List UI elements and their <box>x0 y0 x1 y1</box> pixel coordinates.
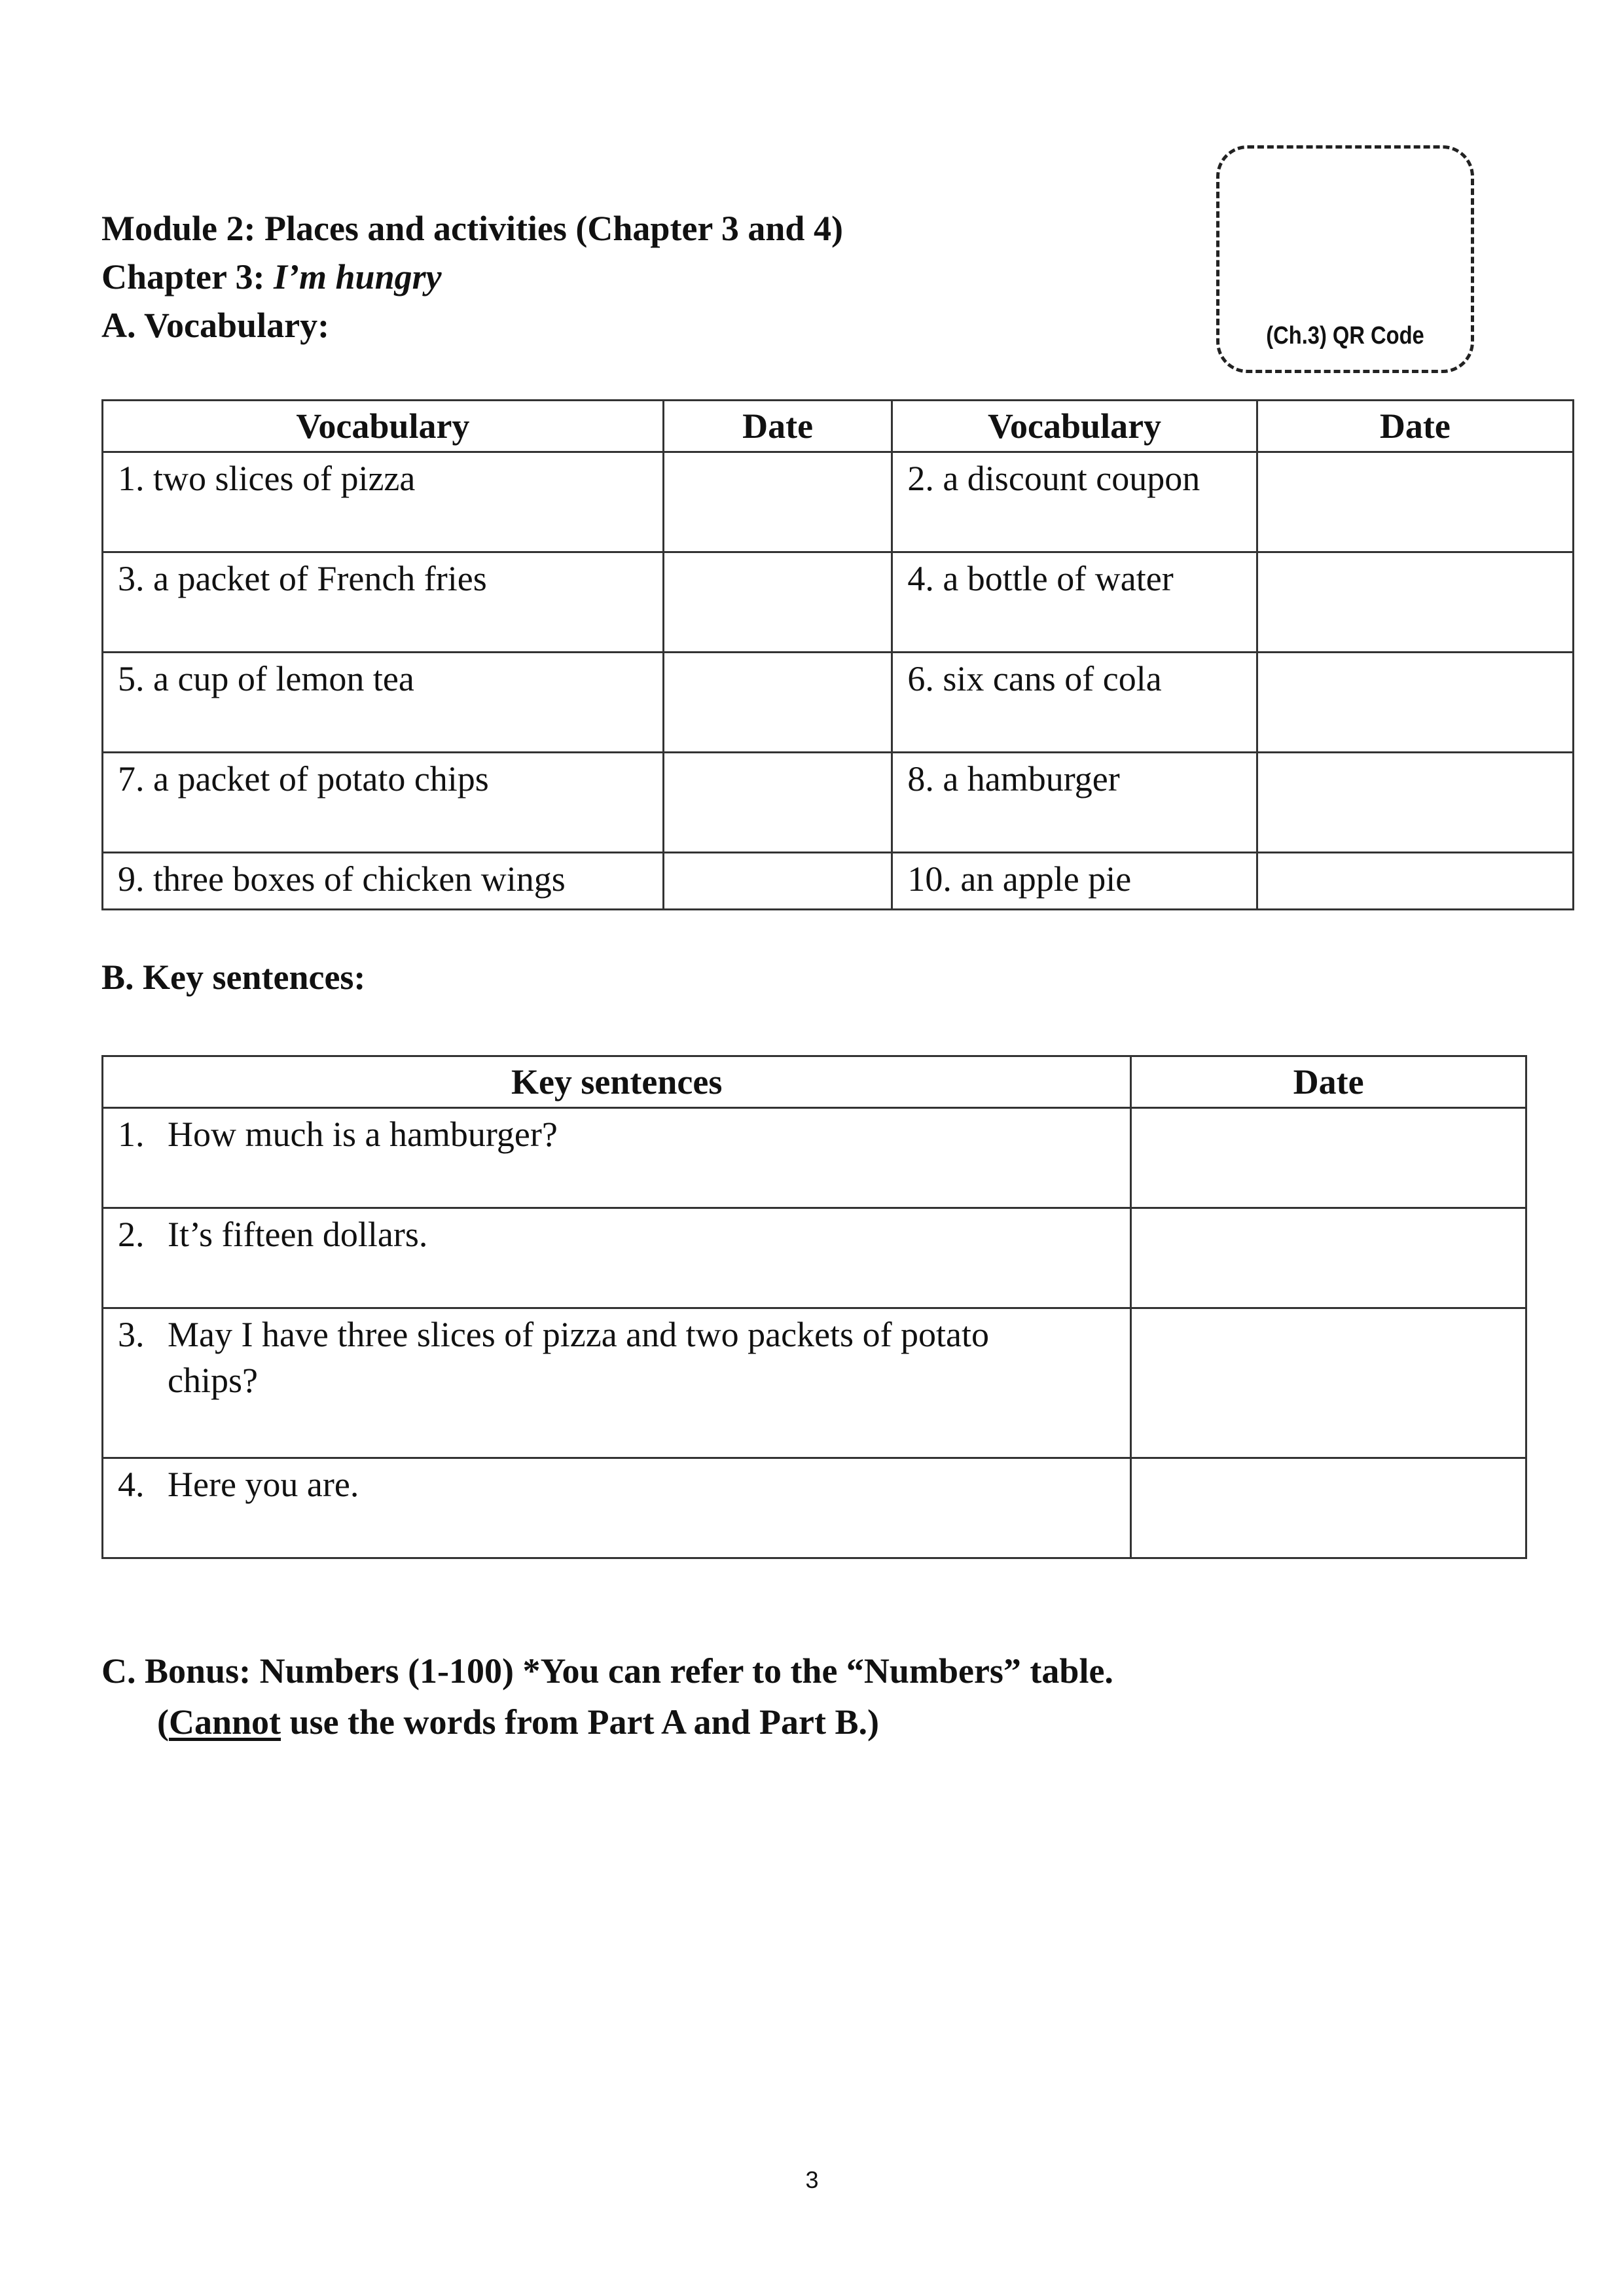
vocabulary-header-row <box>103 401 1574 452</box>
note-emphasis: Cannot <box>168 1702 281 1742</box>
vocabulary-table <box>101 399 1574 910</box>
date-cell[interactable] <box>1257 452 1573 552</box>
column-header-vocabulary: Vocabulary <box>103 401 664 452</box>
date-cell[interactable] <box>663 452 892 552</box>
vocabulary-cell: 6. six cans of cola <box>892 653 1257 753</box>
table-row <box>103 1108 1526 1208</box>
date-cell[interactable] <box>663 853 892 910</box>
table-row <box>103 1458 1526 1558</box>
date-cell[interactable] <box>1131 1308 1526 1458</box>
date-cell[interactable] <box>1131 1108 1526 1208</box>
key-sentences-table <box>101 1055 1527 1559</box>
sentence-number: 1. <box>118 1115 145 1154</box>
table-row <box>103 853 1574 910</box>
vocabulary-cell: 9. three boxes of chicken wings <box>103 853 664 910</box>
section-b-heading: B. Key sentences: <box>101 958 366 997</box>
page-number: 3 <box>805 2166 819 2193</box>
sentence-text: May I have three slices of pizza and two packets of potato chips? <box>168 1315 990 1400</box>
table-row <box>103 552 1574 653</box>
vocabulary-cell: 10. an apple pie <box>892 853 1257 910</box>
table-row <box>103 653 1574 753</box>
date-cell[interactable] <box>1257 653 1573 753</box>
section-c-heading: C. Bonus: Numbers (1-100) *You can refer to the “Numbers” table. <box>101 1651 1113 1691</box>
vocabulary-cell: 8. a hamburger <box>892 753 1257 853</box>
table-row <box>103 1208 1526 1308</box>
module-title: Module 2: Places and activities (Chapter 3 and 4) <box>101 209 843 248</box>
vocabulary-cell: 1. two slices of pizza <box>103 452 664 552</box>
sentence-text: Here you are. <box>168 1465 359 1504</box>
vocabulary-cell: 5. a cup of lemon tea <box>103 653 664 753</box>
table-row <box>103 1308 1526 1458</box>
qr-code-label: (Ch.3) QR Code <box>1266 322 1424 350</box>
key-sentence-cell <box>103 1208 1131 1308</box>
chapter-prefix: Chapter 3: <box>101 257 274 296</box>
chapter-title <box>101 253 442 301</box>
sentence-number: 2. <box>118 1215 145 1254</box>
section-c-note <box>157 1698 879 1746</box>
vocabulary-cell: 7. a packet of potato chips <box>103 753 664 853</box>
key-sentence-cell <box>103 1108 1131 1208</box>
qr-code-box <box>1216 145 1474 373</box>
date-cell[interactable] <box>663 753 892 853</box>
sentence-number: 4. <box>118 1465 145 1504</box>
key-sentence-cell <box>103 1308 1131 1458</box>
date-cell[interactable] <box>1257 853 1573 910</box>
section-a-heading: A. Vocabulary: <box>101 306 330 345</box>
sentence-text: It’s fifteen dollars. <box>168 1215 428 1254</box>
table-row <box>103 753 1574 853</box>
date-cell[interactable] <box>1257 753 1573 853</box>
date-cell[interactable] <box>663 653 892 753</box>
date-cell[interactable] <box>663 552 892 653</box>
vocabulary-cell: 4. a bottle of water <box>892 552 1257 653</box>
column-header-vocabulary: Vocabulary <box>892 401 1257 452</box>
table-row <box>103 452 1574 552</box>
sentence-number: 3. <box>118 1315 145 1354</box>
date-cell[interactable] <box>1131 1458 1526 1558</box>
note-open-paren: ( <box>157 1702 169 1742</box>
key-sentences-header-row <box>103 1056 1526 1108</box>
note-rest: use the words from Part A and Part B.) <box>281 1702 879 1742</box>
column-header-date: Date <box>663 401 892 452</box>
key-sentence-cell <box>103 1458 1131 1558</box>
column-header-date: Date <box>1257 401 1573 452</box>
date-cell[interactable] <box>1257 552 1573 653</box>
column-header-key-sentences: Key sentences <box>103 1056 1131 1108</box>
sentence-text: How much is a hamburger? <box>168 1115 558 1154</box>
chapter-name: I’m hungry <box>274 257 442 296</box>
column-header-date: Date <box>1131 1056 1526 1108</box>
date-cell[interactable] <box>1131 1208 1526 1308</box>
vocabulary-cell: 2. a discount coupon <box>892 452 1257 552</box>
vocabulary-cell: 3. a packet of French fries <box>103 552 664 653</box>
